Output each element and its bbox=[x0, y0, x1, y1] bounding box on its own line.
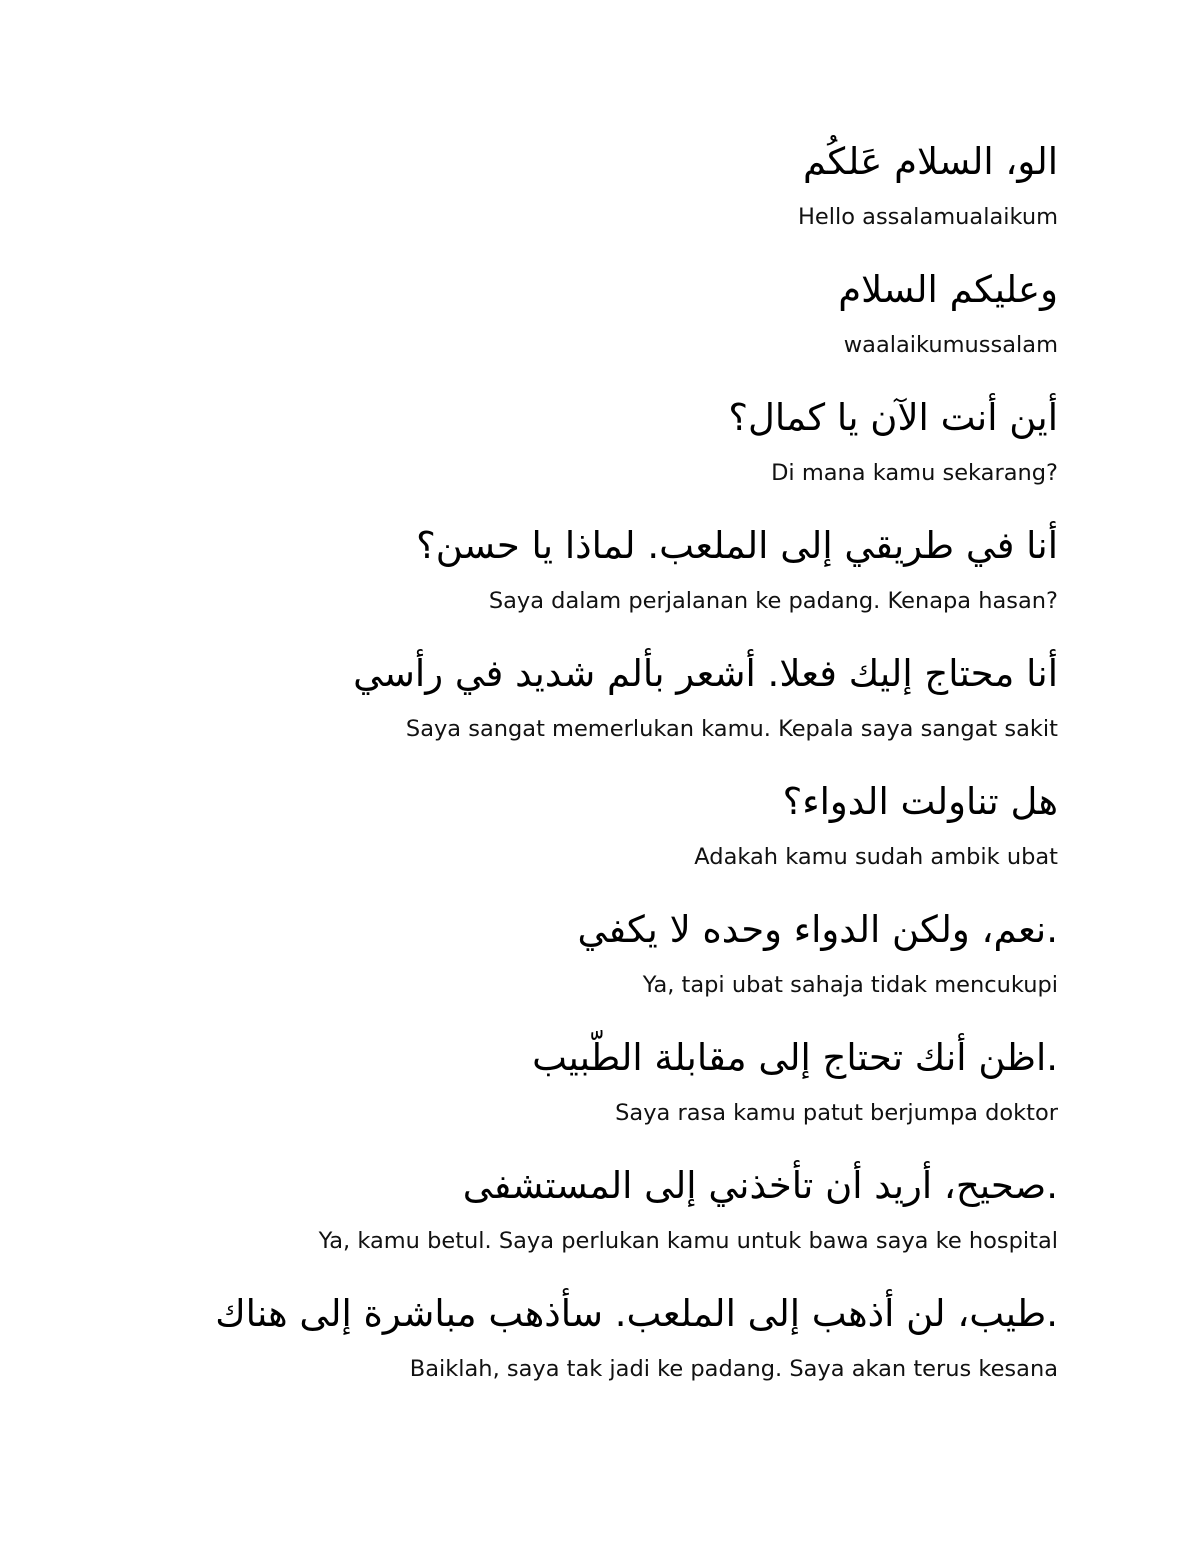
dialogue-line-6 bbox=[118, 780, 1058, 872]
malay-translation: Adakah kamu sudah ambik ubat bbox=[694, 844, 1058, 870]
dialogue-line-9 bbox=[118, 1164, 1058, 1256]
malay-translation: Saya rasa kamu patut berjumpa doktor bbox=[615, 1100, 1058, 1126]
arabic-sentence: .طيب، لن أذهب إلى الملعب. سأذهب مباشرة إلى هناك bbox=[215, 1292, 1058, 1335]
arabic-sentence: .نعم، ولكن الدواء وحده لا يكفي bbox=[577, 908, 1058, 951]
dialogue-text bbox=[118, 140, 1058, 1420]
dialogue-line-3 bbox=[118, 396, 1058, 488]
dialogue-line-2 bbox=[118, 268, 1058, 360]
malay-translation: Saya dalam perjalanan ke padang. Kenapa hasan? bbox=[488, 588, 1058, 614]
dialogue-line-8 bbox=[118, 1036, 1058, 1128]
arabic-sentence: أنا محتاج إليك فعلا. أشعر بألم شديد في رأسي bbox=[353, 652, 1058, 695]
arabic-sentence: هل تناولت الدواء؟ bbox=[782, 780, 1058, 823]
dialogue-line-1 bbox=[118, 140, 1058, 232]
arabic-sentence: وعليكم السلام bbox=[838, 268, 1058, 311]
malay-translation: Ya, tapi ubat sahaja tidak mencukupi bbox=[642, 972, 1058, 998]
arabic-sentence: .صحيح، أريد أن تأخذني إلى المستشفى bbox=[462, 1164, 1058, 1207]
malay-translation: Hello assalamualaikum bbox=[797, 204, 1058, 230]
dialogue-line-10 bbox=[118, 1292, 1058, 1384]
arabic-sentence: .اظن أنك تحتاج إلى مقابلة الطّبيب bbox=[532, 1036, 1058, 1079]
malay-translation: Ya, kamu betul. Saya perlukan kamu untuk bawa saya ke hospital bbox=[318, 1228, 1058, 1254]
arabic-sentence: الو، السلام عَلكُم bbox=[802, 140, 1058, 183]
malay-translation: Saya sangat memerlukan kamu. Kepala saya sangat sakit bbox=[405, 716, 1058, 742]
dialogue-line-5 bbox=[118, 652, 1058, 744]
dialogue-line-4 bbox=[118, 524, 1058, 616]
malay-translation: Di mana kamu sekarang? bbox=[771, 460, 1058, 486]
malay-translation: Baiklah, saya tak jadi ke padang. Saya akan terus kesana bbox=[409, 1356, 1058, 1382]
arabic-sentence: أين أنت الآن يا كمال؟ bbox=[728, 396, 1058, 439]
arabic-sentence: أنا في طريقي إلى الملعب. لماذا يا حسن؟ bbox=[416, 524, 1058, 567]
dialogue-line-7 bbox=[118, 908, 1058, 1000]
malay-translation: waalaikumussalam bbox=[843, 332, 1058, 358]
